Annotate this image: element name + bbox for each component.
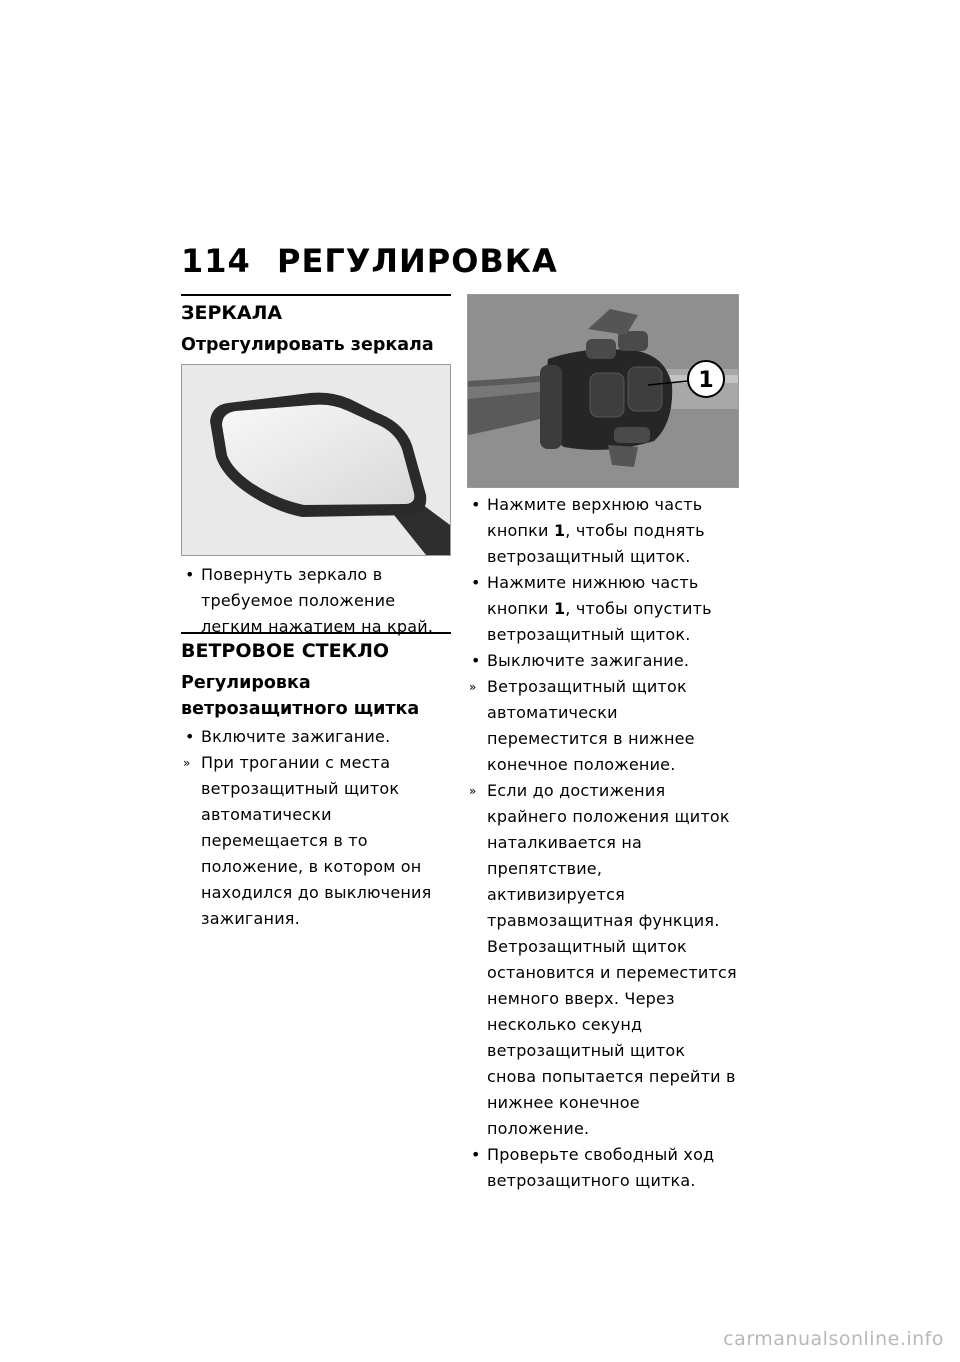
result-arrow-icon: » — [469, 680, 477, 694]
section-title-mirrors: ЗЕРКАЛА — [181, 302, 283, 324]
section-mirrors — [181, 294, 451, 640]
windshield-controls — [467, 294, 739, 1194]
page-header — [181, 242, 558, 280]
list-item: » Если до достижения крайнего положения щиток наталкивается на препятствие, активизируется травмозащитная функция. Ветрозащитный щиток остановится и переместится немного вверх. Через несколько секунд ветрозащитный щиток снова попытается перейти в нижнее конечное положение. — [467, 778, 739, 1142]
bullet-icon: • — [185, 565, 195, 584]
section-divider — [181, 294, 451, 296]
subsection-title-mirrors: Отрегулировать зеркала — [181, 335, 434, 355]
bullet-icon: • — [471, 1145, 481, 1164]
list-item: • Проверьте свободный ход ветрозащитного щитка. — [467, 1142, 739, 1194]
mirror-illustration — [181, 364, 451, 556]
section-title-windshield: ВЕТРОВОЕ СТЕКЛО — [181, 640, 390, 662]
result-arrow-icon: » — [183, 756, 191, 770]
list-item: • Включите зажигание. — [181, 724, 451, 750]
chapter-title: РЕГУЛИРОВКА — [277, 242, 558, 280]
section-windshield — [181, 632, 451, 932]
page-number: 114 — [181, 242, 251, 280]
windshield-steps-list — [181, 724, 451, 932]
bullet-icon: • — [471, 651, 481, 670]
bullet-icon: • — [185, 727, 195, 746]
list-item: » Ветрозащитный щиток автоматически переместится в нижнее конечное положение. — [467, 674, 739, 778]
subsection-title-windshield: Регулировка ветрозащитного щитка — [181, 673, 420, 719]
list-item: • Повернуть зеркало в требуемое положение легким нажатием на край. — [181, 562, 451, 640]
list-item: • Выключите зажигание. — [467, 648, 739, 674]
list-item: • Нажмите нижнюю часть кнопки 1, чтобы опустить ветрозащитный щиток. — [467, 570, 739, 648]
windshield-button-steps-list — [467, 492, 739, 1194]
bullet-icon: • — [471, 573, 481, 592]
result-arrow-icon: » — [469, 784, 477, 798]
watermark: carmanualsonline.info — [723, 1328, 944, 1350]
section-divider — [181, 632, 451, 634]
handlebar-switch-illustration — [467, 294, 739, 488]
callout-1: 1 — [698, 368, 714, 393]
list-item: • Нажмите верхнюю часть кнопки 1, чтобы поднять ветрозащитный щиток. — [467, 492, 739, 570]
mirror-steps-list — [181, 562, 451, 640]
bullet-icon: • — [471, 495, 481, 514]
list-item: » При трогании с места ветрозащитный щиток автоматически перемещается в то положение, в котором он находился до выключения зажигания. — [181, 750, 451, 932]
